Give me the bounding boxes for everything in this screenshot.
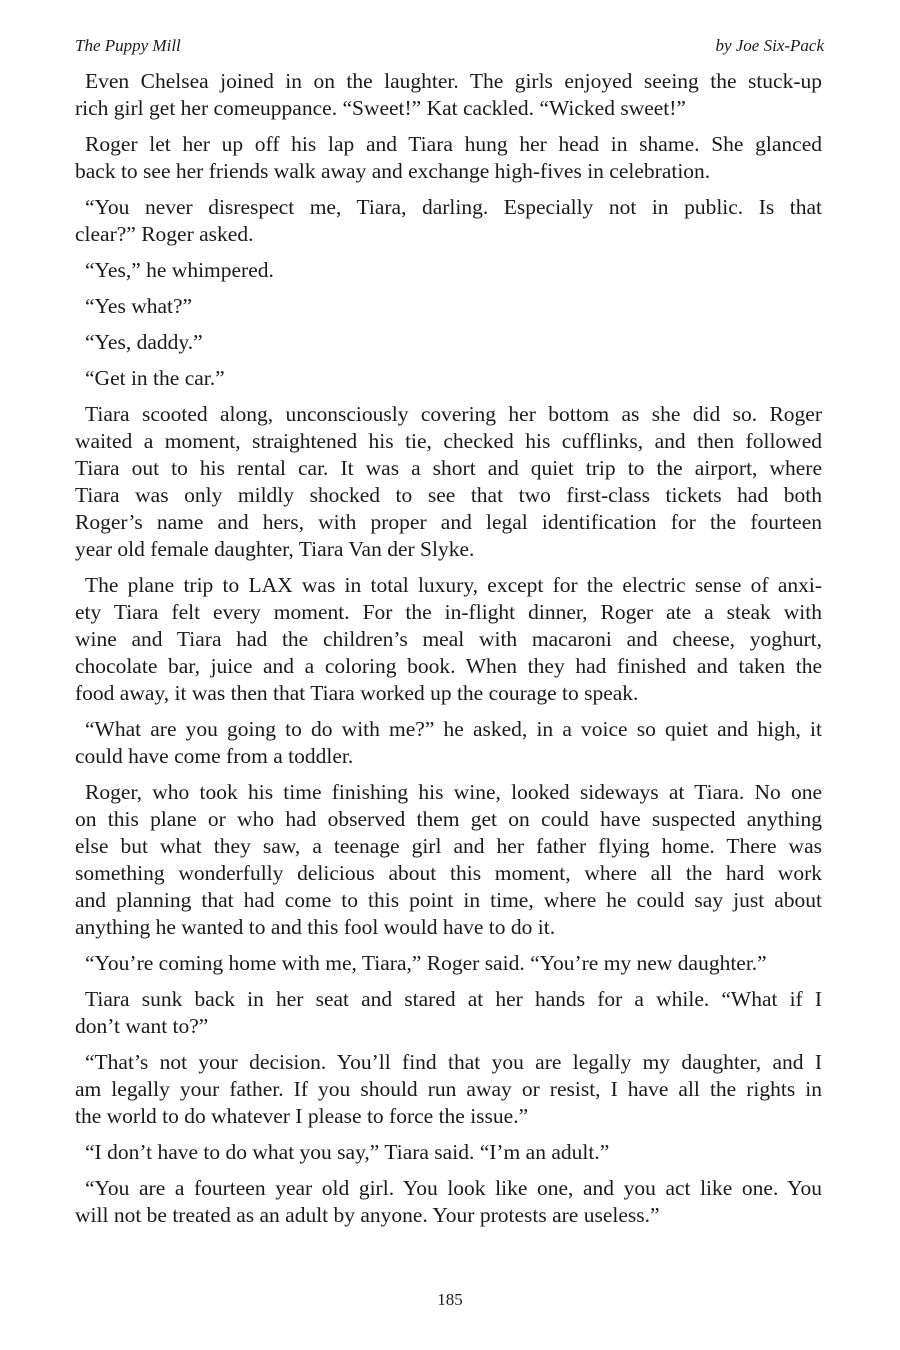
text-line: “You never disrespect me, Tiara, darling. Especially not in public. Is that (85, 195, 822, 219)
paragraph (75, 293, 822, 320)
running-header (75, 36, 824, 60)
text-line: chocolate bar, juice and a coloring book. When they had finished and taken the (75, 654, 822, 678)
text-line: “I don’t have to do what you say,” Tiara said. “I’m an adult.” (85, 1140, 610, 1164)
text-line: “You’re coming home with me, Tiara,” Roger said. “You’re my new daughter.” (85, 951, 767, 975)
text-line: rich girl get her comeuppance. “Sweet!” Kat cackled. “Wicked sweet!” (75, 96, 686, 120)
text-line: the world to do whatever I please to force the issue.” (75, 1104, 529, 1128)
text-line: am legally your father. If you should run away or resist, I have all the rights in (75, 1077, 822, 1101)
text-line: clear?” Roger asked. (75, 222, 254, 246)
text-line: waited a moment, straightened his tie, checked his cufflinks, and then followed (75, 429, 822, 453)
paragraph (75, 986, 822, 1040)
text-line: Tiara scooted along, unconsciously covering her bottom as she did so. Roger (85, 402, 822, 426)
text-line: “Yes what?” (85, 294, 193, 318)
text-line: “That’s not your decision. You’ll find that you are legally my daughter, and I (85, 1050, 822, 1074)
book-author: by Joe Six-Pack (715, 36, 824, 55)
text-line: could have come from a toddler. (75, 744, 354, 768)
text-line: on this plane or who had observed them get on could have suspected anything (75, 807, 822, 831)
text-line: food away, it was then that Tiara worked up the courage to speak. (75, 681, 639, 705)
text-line: something wonderfully delicious about this moment, where all the hard work (75, 861, 822, 885)
text-line: don’t want to?” (75, 1014, 209, 1038)
text-line: “Yes,” he whimpered. (85, 258, 274, 282)
text-line: Tiara sunk back in her seat and stared at her hands for a while. “What if I (85, 987, 822, 1011)
paragraph (75, 572, 822, 707)
text-line: else but what they saw, a teenage girl and her father flying home. There was (75, 834, 822, 858)
paragraph (75, 365, 822, 392)
paragraph (75, 329, 822, 356)
paragraph (75, 257, 822, 284)
paragraph (75, 1049, 822, 1130)
text-line: wine and Tiara had the children’s meal with macaroni and cheese, yoghurt, (75, 627, 822, 651)
text-line: The plane trip to LAX was in total luxury, except for the electric sense of anxi- (85, 573, 822, 597)
text-line: Roger let her up off his lap and Tiara hung her head in shame. She glanced (85, 132, 822, 156)
text-line: Roger, who took his time finishing his wine, looked sideways at Tiara. No one (85, 780, 822, 804)
text-line: Tiara out to his rental car. It was a short and quiet trip to the airport, where (75, 456, 822, 480)
paragraph (75, 68, 822, 122)
page-body (75, 68, 822, 1238)
paragraph (75, 716, 822, 770)
text-line: “You are a fourteen year old girl. You look like one, and you act like one. You (85, 1176, 822, 1200)
paragraph (75, 401, 822, 563)
paragraph (75, 950, 822, 977)
book-title: The Puppy Mill (75, 36, 181, 55)
text-line: “What are you going to do with me?” he asked, in a voice so quiet and high, it (85, 717, 822, 741)
text-line: back to see her friends walk away and exchange high-fives in celebration. (75, 159, 711, 183)
paragraph (75, 194, 822, 248)
text-line: “Yes, daddy.” (85, 330, 203, 354)
text-line: anything he wanted to and this fool would have to do it. (75, 915, 556, 939)
text-line: Roger’s name and hers, with proper and legal identification for the fourteen (75, 510, 822, 534)
paragraph (75, 131, 822, 185)
text-line: “Get in the car.” (85, 366, 225, 390)
paragraph (75, 779, 822, 941)
paragraph (75, 1175, 822, 1229)
text-line: ety Tiara felt every moment. For the in-flight dinner, Roger ate a steak with (75, 600, 822, 624)
text-line: Even Chelsea joined in on the laughter. The girls enjoyed seeing the stuck-up (85, 69, 822, 93)
text-line: Tiara was only mildly shocked to see that two first-class tickets had both (75, 483, 822, 507)
text-line: and planning that had come to this point in time, where he could say just about (75, 888, 822, 912)
text-line: year old female daughter, Tiara Van der Slyke. (75, 537, 475, 561)
text-line: will not be treated as an adult by anyone. Your protests are useless.” (75, 1203, 660, 1227)
paragraph (75, 1139, 822, 1166)
page-number: 185 (437, 1290, 463, 1309)
